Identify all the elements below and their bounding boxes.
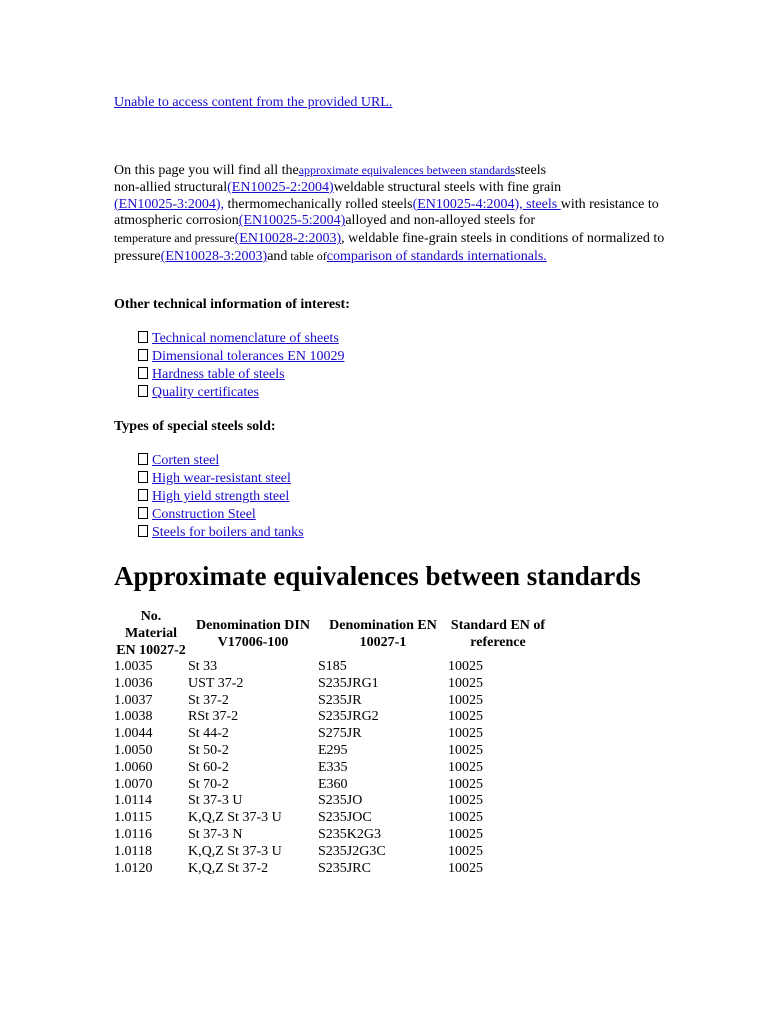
cell-material-no: 1.0070	[114, 776, 153, 792]
equivalences-table-body	[114, 659, 548, 877]
link-dimensional-tolerances[interactable]: Dimensional tolerances EN 10029	[152, 349, 345, 364]
cell-din: St 70-2	[188, 776, 229, 792]
cell-en: S235JRC	[318, 860, 371, 876]
cell-material-no: 1.0036	[114, 675, 153, 691]
cell-standard: 10025	[448, 759, 483, 775]
cell-standard: 10025	[448, 742, 483, 758]
intro-text: weldable structural steels with fine grain	[333, 179, 562, 195]
table-row	[114, 810, 548, 827]
checkbox-icon	[138, 349, 148, 361]
table-row	[114, 827, 548, 844]
table-row	[114, 693, 548, 710]
cell-din: K,Q,Z St 37-3 U	[188, 843, 282, 859]
cell-din: St 37-3 N	[188, 826, 243, 842]
list-item	[138, 366, 344, 384]
cell-en: E360	[318, 776, 348, 792]
cell-en: S235K2G3	[318, 826, 382, 842]
cell-standard: 10025	[448, 843, 483, 859]
checkbox-icon	[138, 471, 148, 483]
link-corten-steel[interactable]: Corten steel	[152, 453, 220, 468]
intro-text: alloyed and non-alloyed steels for	[345, 213, 536, 229]
cell-material-no: 1.0118	[114, 843, 152, 859]
link-quality-certificates[interactable]: Quality certificates	[152, 385, 259, 400]
table-row	[114, 844, 548, 861]
cell-din: K,Q,Z St 37-3 U	[188, 810, 282, 826]
cell-material-no: 1.0050	[114, 742, 153, 758]
link-high-yield-strength-steel[interactable]: High yield strength steel	[152, 489, 290, 504]
link-en10025-5[interactable]: (EN10025-5:2004)	[238, 213, 346, 229]
cell-en: S235J2G3C	[318, 843, 386, 859]
link-en10025-3[interactable]: (EN10025-3:2004),	[114, 196, 225, 212]
checkbox-icon	[138, 331, 148, 343]
list-item	[138, 470, 304, 488]
cell-material-no: 1.0035	[114, 659, 153, 674]
list-item	[138, 506, 304, 524]
table-row	[114, 676, 548, 693]
intro-text: temperature and pressure	[114, 231, 235, 246]
cell-en: S235JRG2	[318, 709, 379, 725]
link-comparison-of-standards[interactable]: comparison of standards internationals.	[326, 248, 547, 264]
link-en10028-3[interactable]: (EN10028-3:2003)	[160, 248, 268, 264]
list-item	[138, 524, 304, 542]
link-en10028-2[interactable]: (EN10028-2:2003)	[234, 231, 342, 247]
cell-material-no: 1.0120	[114, 860, 153, 876]
cell-din: St 50-2	[188, 742, 229, 758]
cell-standard: 10025	[448, 860, 483, 876]
cell-en: S185	[318, 659, 347, 674]
cell-din: UST 37-2	[188, 675, 244, 691]
technical-info-heading: Other technical information of interest:	[114, 297, 350, 312]
equivalences-table	[114, 608, 548, 877]
cell-standard: 10025	[448, 826, 483, 842]
link-hardness-table[interactable]: Hardness table of steels	[152, 367, 285, 382]
table-row	[114, 743, 548, 760]
checkbox-icon	[138, 489, 148, 501]
special-steels-list	[138, 452, 304, 542]
checkbox-icon	[138, 507, 148, 519]
column-header-din: Denomination DIN V17006-100	[196, 617, 310, 650]
cell-en: S235JOC	[318, 810, 372, 826]
checkbox-icon	[138, 453, 148, 465]
cell-en: S235JO	[318, 793, 363, 809]
link-construction-steel[interactable]: Construction Steel	[152, 507, 256, 522]
cell-en: E295	[318, 742, 348, 758]
column-header-en: Denomination EN 10027-1	[329, 617, 437, 650]
cell-en: S275JR	[318, 726, 362, 742]
url-error-link[interactable]: Unable to access content from the provided URL.	[114, 95, 393, 110]
link-en10025-4[interactable]: (EN10025-4:2004), steels	[412, 196, 561, 212]
cell-standard: 10025	[448, 675, 483, 691]
column-header-standard: Standard EN of reference	[450, 617, 546, 650]
intro-text: On this page you will find all the	[114, 163, 299, 178]
technical-info-list	[138, 330, 344, 402]
intro-text: table of	[287, 248, 327, 263]
cell-en: S235JR	[318, 692, 362, 708]
list-item	[138, 384, 344, 402]
intro-paragraph	[114, 162, 674, 266]
cell-din: St 37-3 U	[188, 793, 243, 809]
column-header-material-no: No. Material EN 10027-2	[116, 609, 186, 658]
cell-material-no: 1.0044	[114, 726, 153, 742]
cell-standard: 10025	[448, 726, 483, 742]
cell-din: St 60-2	[188, 759, 229, 775]
link-high-wear-resistant-steel[interactable]: High wear-resistant steel	[152, 471, 291, 486]
intro-text: and	[267, 248, 288, 264]
checkbox-icon	[138, 385, 148, 397]
table-row	[114, 760, 548, 777]
cell-standard: 10025	[448, 709, 483, 725]
equivalences-title: Approximate equivalences between standards	[114, 561, 641, 591]
table-row	[114, 726, 548, 743]
link-steels-boilers-tanks[interactable]: Steels for boilers and tanks	[152, 525, 304, 540]
cell-din: St 33	[188, 659, 218, 674]
intro-text: thermomechanically rolled steels	[224, 196, 413, 212]
cell-standard: 10025	[448, 776, 483, 792]
cell-din: St 37-2	[188, 692, 229, 708]
cell-material-no: 1.0115	[114, 810, 152, 826]
cell-en: S235JRG1	[318, 675, 379, 691]
cell-din: St 44-2	[188, 726, 229, 742]
link-approximate-equivalences[interactable]: approximate equivalences between standards	[298, 163, 515, 177]
link-technical-nomenclature[interactable]: Technical nomenclature of sheets	[152, 331, 339, 346]
cell-standard: 10025	[448, 692, 483, 708]
list-item	[138, 330, 344, 348]
cell-standard: 10025	[448, 793, 483, 809]
list-item	[138, 348, 344, 366]
table-row	[114, 793, 548, 810]
table-row	[114, 709, 548, 726]
cell-material-no: 1.0038	[114, 709, 153, 725]
url-error-line	[114, 94, 614, 112]
cell-standard: 10025	[448, 659, 483, 674]
list-item	[138, 452, 304, 470]
special-steels-heading: Types of special steels sold:	[114, 419, 276, 434]
intro-text: steels	[514, 163, 547, 178]
intro-text: with resistance to atmospheric corrosion	[114, 196, 659, 229]
cell-standard: 10025	[448, 810, 483, 826]
cell-en: E335	[318, 759, 348, 775]
cell-din: K,Q,Z St 37-2	[188, 860, 269, 876]
cell-material-no: 1.0037	[114, 692, 153, 708]
table-row	[114, 777, 548, 794]
table-row	[114, 861, 548, 878]
intro-text: non-allied structural	[114, 179, 228, 195]
table-row	[114, 659, 548, 676]
link-en10025-2[interactable]: (EN10025-2:2004)	[227, 179, 334, 195]
table-header-row	[114, 608, 548, 659]
checkbox-icon	[138, 525, 148, 537]
cell-material-no: 1.0114	[114, 793, 152, 809]
intro-text: , weldable fine-grain steels in conditions of normalized to pressure	[114, 231, 665, 264]
checkbox-icon	[138, 367, 148, 379]
list-item	[138, 488, 304, 506]
cell-material-no: 1.0116	[114, 826, 152, 842]
cell-din: RSt 37-2	[188, 709, 239, 725]
cell-material-no: 1.0060	[114, 759, 153, 775]
